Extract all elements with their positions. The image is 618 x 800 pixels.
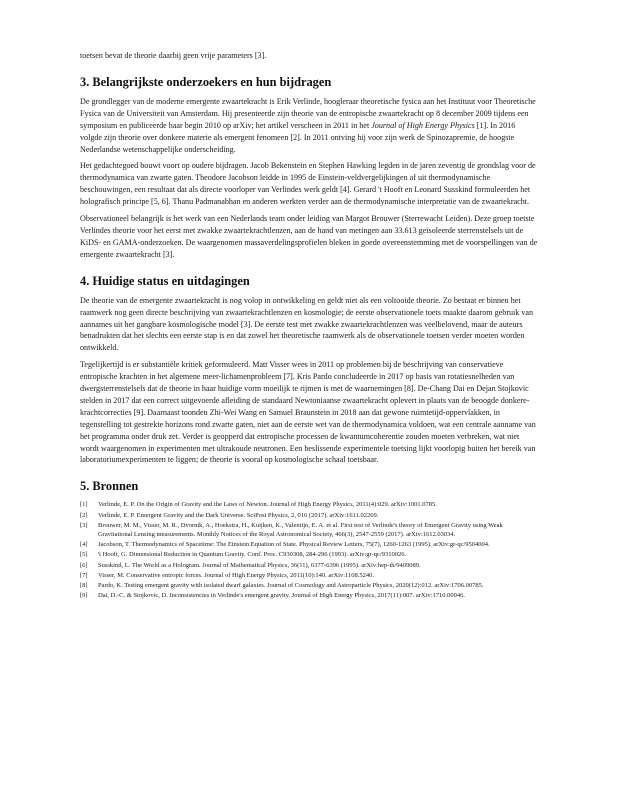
reference-item	[80, 500, 538, 509]
reference-text: 't Hooft, G. Dimensional Reduction in Quantum Gravity. Conf. Proc. C930308, 284-296 (1993). arXiv:gr-qc/9310026.	[98, 551, 407, 559]
reference-number: [3]	[80, 521, 88, 529]
section-5-heading: 5. Bronnen	[80, 479, 139, 494]
reference-text: Pardo, K. Testing emergent gravity with isolated dwarf galaxies. Journal of Cosmology and Astroparticle Physics, 2020(12):012. arXiv:1706.00785.	[98, 582, 484, 589]
reference-item	[80, 521, 538, 539]
reference-number: [6]	[80, 561, 88, 569]
reference-number: [9]	[80, 592, 88, 600]
reference-number: [8]	[80, 582, 88, 589]
reference-text: Verlinde, E. P. Emergent Gravity and the Dark Universe. SciPost Physics, 2, 016 (2017). arXiv:1611.02269.	[98, 511, 379, 519]
reference-text: Brouwer, M. M., Visser, M. R., Dvornik, A., Hoekstra, H., Kuijken, K., Valentijn, E. A. et al. First test of Verlinde's theory of Emergent Gravity using Weak Gravitational Lensing measurements. Monthly Notices of the Royal Astronomical Society, 466(3), 2547-2559 (2017). arXiv:1612.03034.	[98, 521, 503, 538]
reference-text: Dai, D.-C. & Stojkovic, D. Inconsistencies in Verlinde's emergent gravity. Journal of High Energy Physics, 2017(11):007. arXiv:1710.00946.	[98, 592, 465, 600]
reference-number: [1]	[80, 501, 88, 509]
journal-title: Journal of High Energy Physics	[371, 120, 475, 130]
reference-text: Susskind, L. The World as a Hologram. Journal of Mathematical Physics, 36(11), 6377-6396 (1995). arXiv:hep-th/9409089.	[98, 561, 421, 569]
reference-number: [5]	[80, 551, 88, 559]
reference-item	[80, 540, 538, 549]
reference-item	[80, 581, 538, 590]
reference-list	[80, 500, 538, 600]
reference-number: [4]	[80, 541, 88, 549]
paragraph-text: De grondlegger van de moderne emergente zwaartekracht is Erik Verlinde, hoogleraar theoretische fysica aan het Instituut voor Theoretische Fysica van de Universiteit van Amsterdam. Hij presenteerde zijn theorie van de entropische zwaartekracht op 8 december 2009 tijdens een symposium en publiceerde haar begin 2010 op arXiv; het artikel verscheen in 2011 in het	[80, 96, 536, 130]
reference-item	[80, 511, 538, 520]
reference-text: Jacobson, T. Thermodynamics of Spacetime: The Einstein Equation of State. Physical Review Letters, 75(7), 1260-1263 (1995). arXiv:gr-qc/9504004.	[98, 541, 490, 549]
paragraph-text: [1]. In 2016 volgde zijn theorie over donkere materie als emergent fenomeen [2]. In 2011 ontving hij voor zijn werk de Spinozapremie, de hoogste Nederlandse wetenschappelijke onderscheiding.	[80, 120, 516, 154]
reference-item	[80, 571, 538, 580]
continuation-line: toetsen bevat de theorie daarbij geen vrije parameters [3].	[80, 51, 267, 60]
reference-number: [2]	[80, 511, 88, 519]
section-4-paragraph-1: De theorie van de emergente zwaartekracht is nog volop in ontwikkeling en geldt niet als een voltooide theorie. Zo bestaat er binnen het raamwerk nog geen directe beschrijving van zwaartekrachtlenzen en kosmologie; de eerste observationele toets maakte daarom gebruik van aannames uit het gangbare kosmologische model [3]. De eerste test met zwakke zwaartekrachtlenzen was veelbelovend, maar de auteurs benadrukten dat het slechts een eerste stap is en dat zowel het theoretische raamwerk als de observationele toetsen verder moeten worden ontwikkeld.	[80, 295, 534, 353]
reference-item	[80, 561, 538, 570]
reference-text: Visser, M. Conservative entropic forces. Journal of High Energy Physics, 2011(10):140. arXiv:1108.5240.	[98, 571, 375, 579]
reference-text: Verlinde, E. P. On the Origin of Gravity and the Laws of Newton. Journal of High Energy Physics, 2011(4):029. arXiv:1001.0785.	[98, 501, 437, 509]
section-3-paragraph-1	[80, 96, 538, 156]
reference-item	[80, 591, 538, 600]
reference-item	[80, 550, 538, 559]
section-4-paragraph-2: Tegelijkertijd is er substantiële kritiek geformuleerd. Matt Visser wees in 2011 op problemen bij de beschrijving van conservatieve entropische krachten in het algemene meer-lichamenprobleem [7]. Kris Pardo concludeerde in 2017 op basis van rotatiesnelheden van dwergsterrenstelsels dat de theorie in haar huidige vorm moeilijk te rijmen is met de waarnemingen [8]. De-Chang Dai en Dejan Stojkovic stelden in 2017 dat een correct uitgevoerde afleiding de standaard Newtoniaanse zwaartekracht oplevert in plaats van de beoogde donkere-krachtcorrecties [9]. Daarnaast toonden Zhi-Wei Wang en Samuel Braunstein in 2018 aan dat gewone ruimtetijd-oppervlakken, in tegenstelling tot gestrekte horizons rond zwarte gaten, niet aan de eerste wet van de thermodynamica voldoen, wat een centrale aanname van het programma onder druk zet. Verder is geopperd dat entropische processen de kwantumcoherentie zouden moeten verbreken, wat niet wordt waargenomen in experimenten met ultrakoude neutronen. Een beslissende experimentele toetsing lijkt voorlopig buiten het bereik van laboratoriumexperimenten te liggen; de theorie is vooral op kosmologische schaal toetsbaar.	[80, 360, 536, 465]
section-3-heading: 3. Belangrijkste onderzoekers en hun bijdragen	[80, 74, 332, 89]
section-3-paragraph-3: Observationeel belangrijk is het werk van een Nederlands team onder leiding van Margot Brouwer (Sterrewacht Leiden). Deze groep toetste Verlindes theorie voor het eerst met zwakke zwaartekrachtlenzen, aan de hand van metingen aan 33.613 geïsoleerde sterrenstelsels uit de KiDS- en GAMA-onderzoeken. De waargenomen massaverdelingsprofielen bleken in goede overeenstemming met de voorspellingen van de emergente zwaartekracht [3].	[80, 214, 538, 259]
section-3-paragraph-2: Het gedachtegoed bouwt voort op oudere bijdragen. Jacob Bekenstein en Stephen Hawking legden in de jaren zeventig de grondslag voor de thermodynamica van zwarte gaten. Theodore Jacobson leidde in 1995 de Einstein-veldvergelijkingen af uit thermodynamische beschouwingen, een resultaat dat als directe voorloper van Verlindes werk geldt [4]. Gerard 't Hooft en Leonard Susskind formuleerden het holografisch principe [5, 6]. Thanu Padmanabhan en anderen werkten verder aan de thermodynamische interpretatie van de zwaartekracht.	[80, 161, 536, 207]
reference-number: [7]	[80, 571, 88, 579]
section-4-heading: 4. Huidige status en uitdagingen	[80, 273, 250, 288]
